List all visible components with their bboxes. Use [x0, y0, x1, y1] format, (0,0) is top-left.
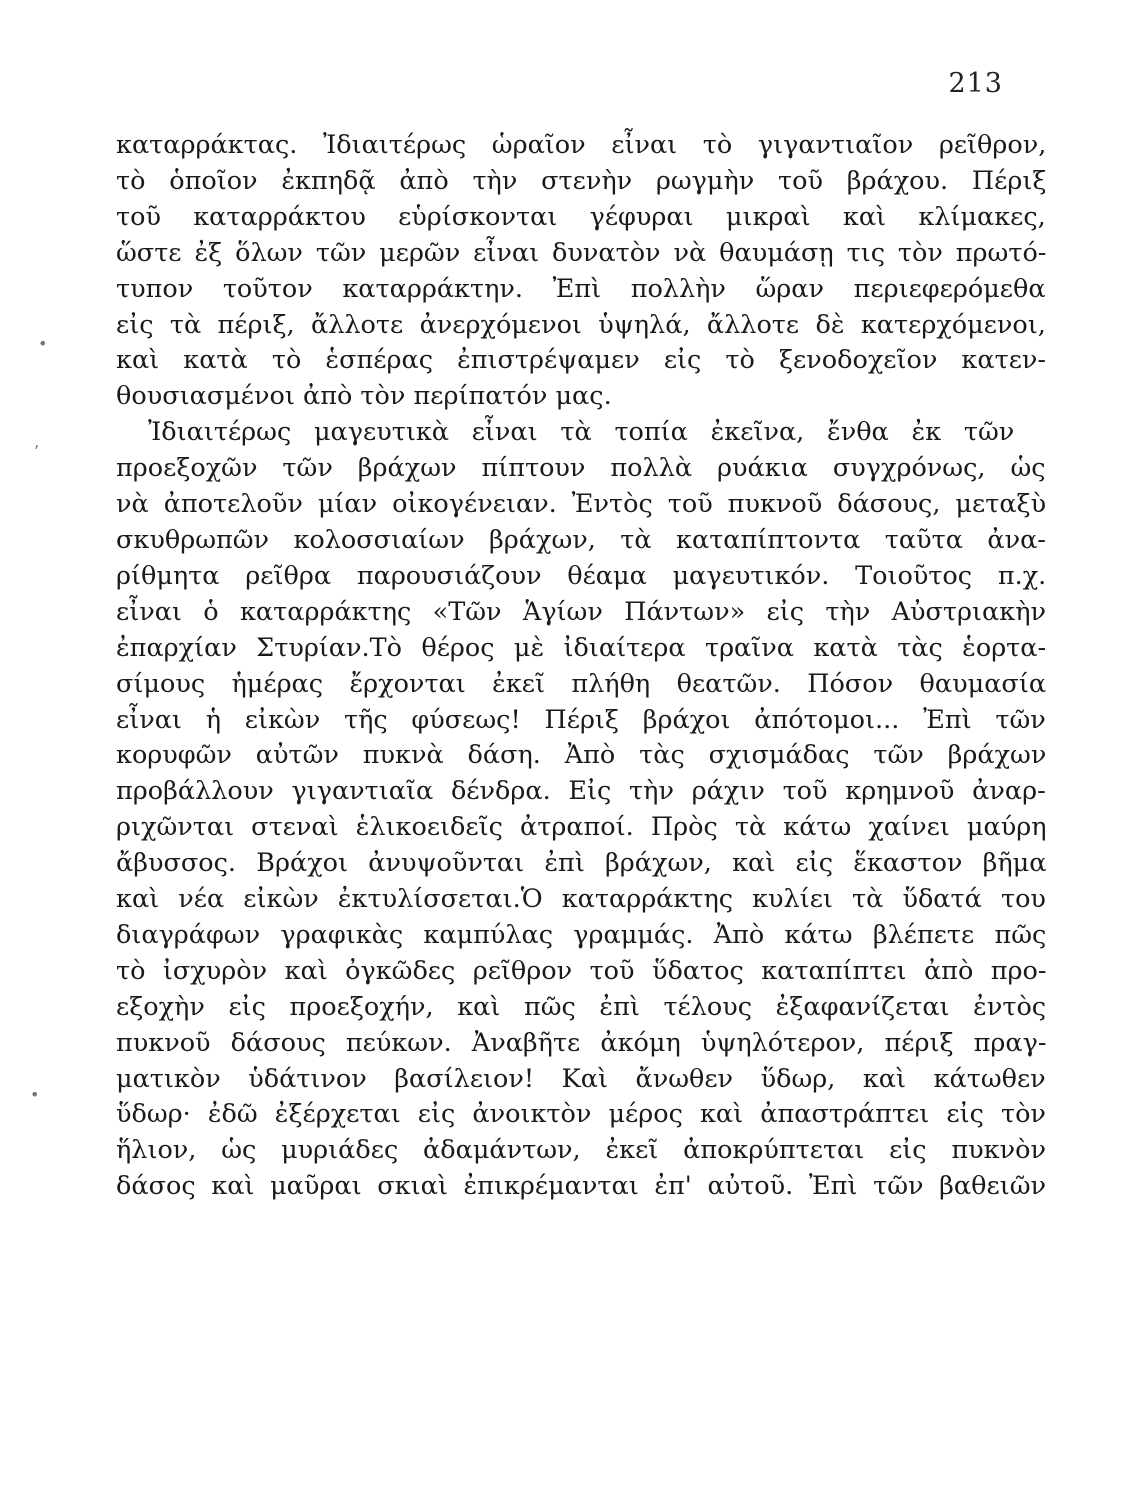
text-line: δάσος καὶ μαῦραι σκιαὶ ἐπικρέμανται ἐπ' αὐτοῦ. Ἐπὶ τῶν βαθειῶν: [116, 1171, 1046, 1202]
text-line: ματικὸν ὑδάτινον βασίλειον! Καὶ ἄνωθεν ὕδωρ, καὶ κάτωθεν: [116, 1063, 1046, 1094]
body-text: [116, 128, 1046, 1205]
text-line: καὶ νέα εἰκὼν ἐκτυλίσσεται.Ὁ καταρράκτης κυλίει τὰ ὕδατά του: [116, 884, 1046, 915]
text-line: ὕδωρ· ἐδῶ ἐξέρχεται εἰς ἀνοικτὸν μέρος καὶ ἀπαστράπτει εἰς τὸν: [116, 1099, 1046, 1130]
margin-speck: •: [30, 1085, 40, 1104]
text-line: ρίθμητα ρεῖθρα παρουσιάζουν θέαμα μαγευτικόν. Τοιοῦτος π.χ.: [116, 560, 1046, 591]
text-line: προεξοχῶν τῶν βράχων πίπτουν πολλὰ ρυάκια συγχρόνως, ὡς: [116, 453, 1046, 484]
text-line: εἶναι ὁ καταρράκτης «Τῶν Ἁγίων Πάντων» εἰς τὴν Αὐστριακὴν: [116, 596, 1046, 627]
text-line: κορυφῶν αὐτῶν πυκνὰ δάση. Ἀπὸ τὰς σχισμάδας τῶν βράχων: [116, 740, 1046, 771]
text-line: νὰ ἀποτελοῦν μίαν οἰκογένειαν. Ἐντὸς τοῦ πυκνοῦ δάσους, μεταξὺ: [116, 489, 1046, 520]
text-line: πυκνοῦ δάσους πεύκων. Ἀναβῆτε ἀκόμη ὑψηλότερον, πέριξ πραγ-: [116, 1027, 1046, 1058]
text-line: ἐπαρχίαν Στυρίαν.Τὸ θέρος μὲ ἰδιαίτερα τραῖνα κατὰ τὰς ἑορτα-: [116, 632, 1046, 663]
text-line: ριχῶνται στεναὶ ἑλικοειδεῖς ἀτραποί. Πρὸς τὰ κάτω χαίνει μαύρη: [116, 812, 1046, 843]
text-line: τὸ ὁποῖον ἐκπηδᾷ ἀπὸ τὴν στενὴν ρωγμὴν τοῦ βράχου. Πέριξ: [116, 165, 1046, 196]
text-line: εἰς τὰ πέριξ, ἄλλοτε ἀνερχόμενοι ὑψηλά, ἄλλοτε δὲ κατερχόμενοι,: [116, 309, 1046, 340]
text-line: διαγράφων γραφικὰς καμπύλας γραμμάς. Ἀπὸ κάτω βλέπετε πῶς: [116, 919, 1046, 950]
margin-speck: ʼ: [34, 442, 40, 461]
text-line: τοῦ καταρράκτου εὑρίσκονται γέφυραι μικραὶ καὶ κλίμακες,: [116, 201, 1046, 232]
text-line: τυπον τοῦτον καταρράκτην. Ἐπὶ πολλὴν ὥραν περιεφερόμεθα: [116, 273, 1046, 304]
text-line: σκυθρωπῶν κολοσσιαίων βράχων, τὰ καταπίπτοντα ταῦτα ἀνα-: [116, 524, 1046, 555]
text-line: εἶναι ἡ εἰκὼν τῆς φύσεως! Πέριξ βράχοι ἀπότομοι... Ἐπὶ τῶν: [116, 704, 1046, 735]
text-line: καὶ κατὰ τὸ ἑσπέρας ἐπιστρέψαμεν εἰς τὸ ξενοδοχεῖον κατεν-: [116, 345, 1046, 376]
text-line: εξοχὴν εἰς προεξοχήν, καὶ πῶς ἐπὶ τέλους ἐξαφανίζεται ἐντὸς: [116, 991, 1046, 1022]
text-line: ἄβυσσος. Βράχοι ἀνυψοῦνται ἐπὶ βράχων, καὶ εἰς ἕκαστον βῆμα: [116, 848, 1046, 879]
text-line: προβάλλουν γιγαντιαῖα δένδρα. Εἰς τὴν ράχιν τοῦ κρημνοῦ ἀναρ-: [116, 776, 1046, 807]
margin-speck: •: [38, 334, 48, 353]
text-line: ὥστε ἐξ ὅλων τῶν μερῶν εἶναι δυνατὸν νὰ θαυμάσῃ τις τὸν πρωτό-: [116, 237, 1046, 268]
text-line: τὸ ἰσχυρὸν καὶ ὀγκῶδες ρεῖθρον τοῦ ὕδατος καταπίπτει ἀπὸ προ-: [116, 955, 1046, 986]
text-line: σίμους ἡμέρας ἔρχονται ἐκεῖ πλήθη θεατῶν. Πόσον θαυμασία: [116, 668, 1046, 699]
page-number: 213: [948, 68, 1003, 99]
text-line: ἥλιον, ὡς μυριάδες ἀδαμάντων, ἐκεῖ ἀποκρύπτεται εἰς πυκνὸν: [116, 1135, 1046, 1166]
text-line: καταρράκτας. Ἰδιαιτέρως ὡραῖον εἶναι τὸ γιγαντιαῖον ρεῖθρον,: [116, 130, 1046, 160]
text-line: θουσιασμένοι ἀπὸ τὸν περίπατόν μας.: [116, 381, 612, 412]
text-line: Ἰδιαιτέρως μαγευτικὰ εἶναι τὰ τοπία ἐκεῖνα, ἔνθα ἐκ τῶν: [148, 417, 1015, 448]
